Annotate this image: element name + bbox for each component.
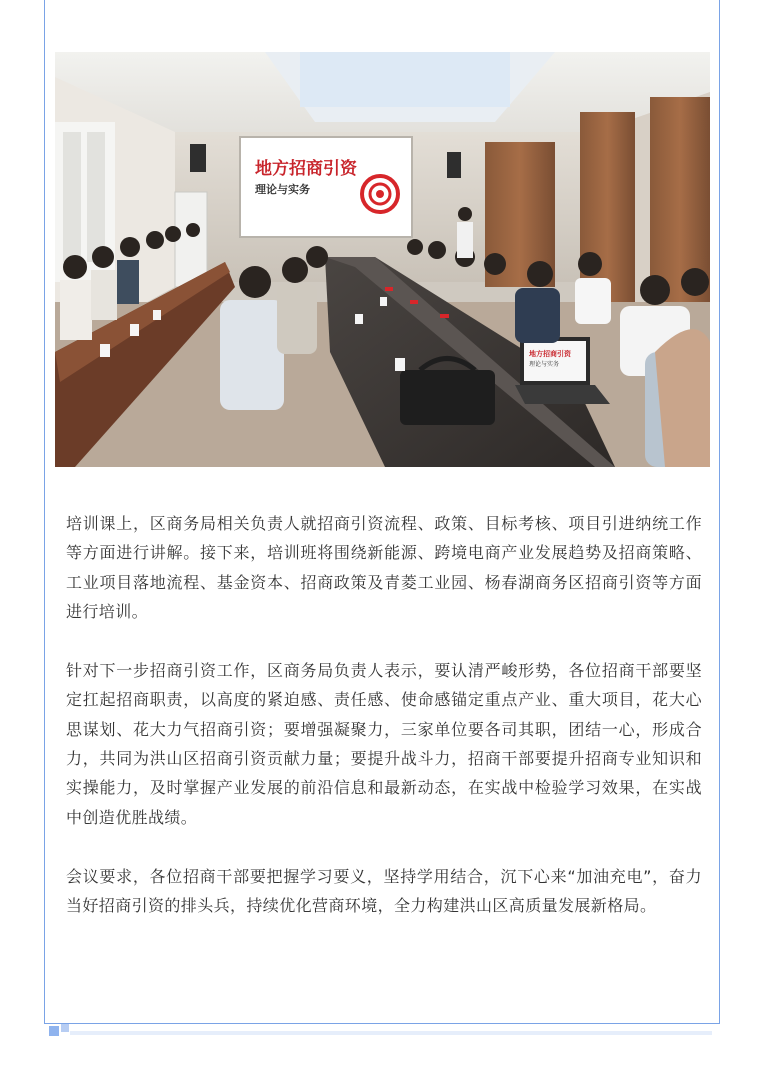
deco-square <box>49 1026 59 1036</box>
deco-square <box>61 1024 69 1032</box>
meeting-photo <box>55 52 710 467</box>
paragraph-2: 针对下一步招商引资工作，区商务局负责人表示，要认清严峻形势，各位招商干部要坚定扛起招商职责，以高度的紧迫感、责任感、使命感锚定重点产业、重大项目，花大心思谋划、花大力气招商引资；要增强凝聚力，三家单位要各司其职，团结一心，形成合力，共同为洪山区招商引资贡献力量；要提升战斗力，招商干部要提升招商专业知识和实操能力，及时掌握产业发展的前沿信息和最新动态，在实战中检验学习效果，在实战中创造优胜战绩。 <box>66 661 702 827</box>
footer-divider <box>70 1031 712 1035</box>
screen-subtitle: 理论与实务 <box>255 183 310 196</box>
paragraph-1: 培训课上，区商务局相关负责人就招商引资流程、政策、目标考核、项目引进纳统工作等方面进行讲解。接下来，培训班将围绕新能源、跨境电商产业发展趋势及招商策略、工业项目落地流程、基金资本、招商政策及青菱工业园、杨春湖商务区招商引资等方面进行培训。 <box>66 514 702 621</box>
laptop-title: 地方招商引资 <box>529 350 571 358</box>
article-body <box>66 509 702 951</box>
paragraph-3: 会议要求，各位招商干部要把握学习要义，坚持学用结合，沉下心来“加油充电”，奋力当好招商引资的排头兵，持续优化营商环境，全力构建洪山区高质量发展新格局。 <box>66 866 702 916</box>
laptop-subtitle: 理论与实务 <box>529 361 560 368</box>
meeting-scene-illustration <box>55 52 710 467</box>
screen-title: 地方招商引资 <box>255 159 357 179</box>
